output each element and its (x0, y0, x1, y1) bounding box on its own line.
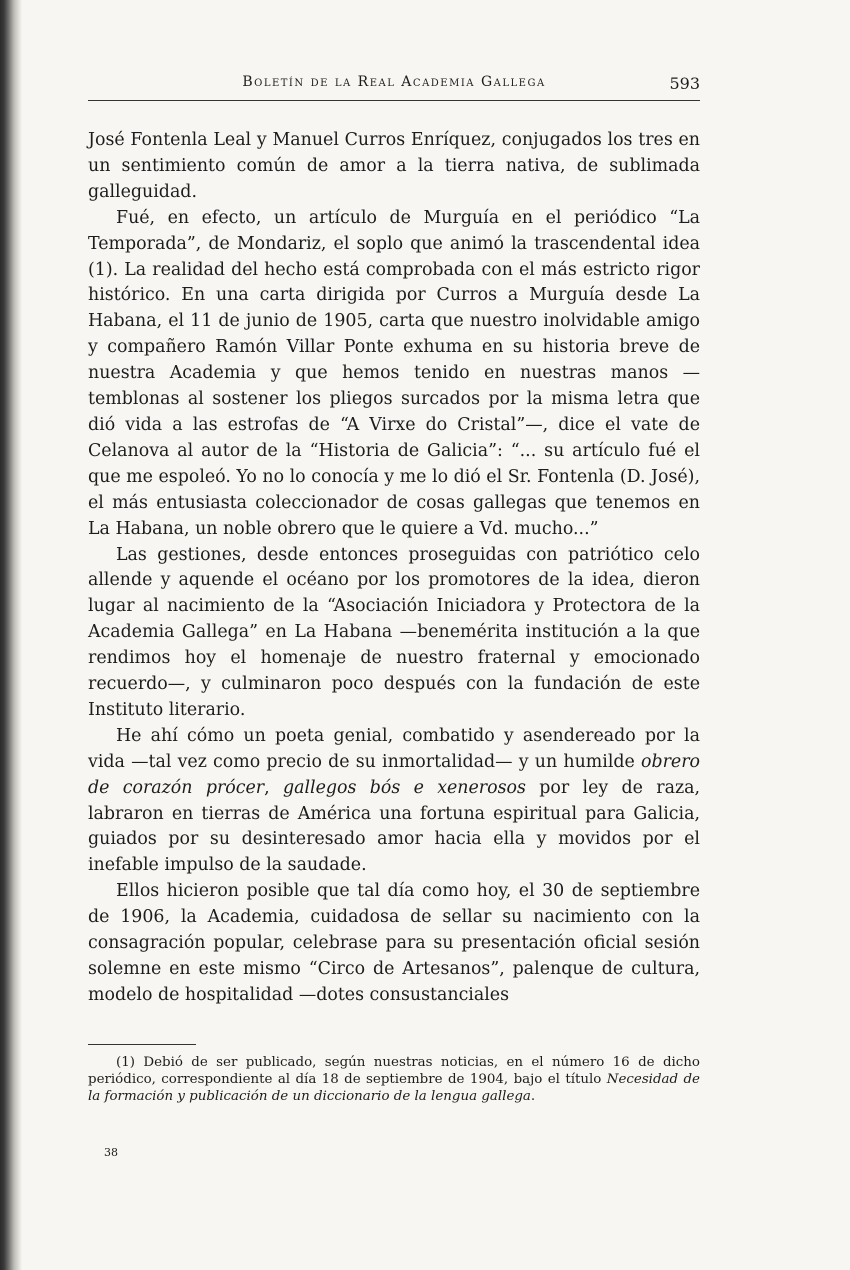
footnote-body: (1) Debió de ser publicado, según nuestras noticias, en el número 16 de dicho periódico, correspondiente al día 18 de septiembre de 1904, bajo el título (88, 1055, 700, 1087)
paragraph-4 (88, 724, 700, 879)
footnote-text (88, 1054, 700, 1105)
paragraph-2: Fué, en efecto, un artículo de Murguía en el periódico “La Temporada”, de Mondariz, el soplo que animó la trascendental idea (1). La realidad del hecho está comprobada con el más estricto rigor histórico. En una carta dirigida por Curros a Murguía desde La Habana, el 11 de junio de 1905, carta que nuestro inolvidable amigo y compañero Ramón Villar Ponte exhuma en su historia breve de nuestra Academia y que hemos tenido en nuestras manos —temblonas al sostener los pliegos surcados por la misma letra que dió vida a las estrofas de “A Virxe do Cristal”—, dice el vate de Celanova al autor de la “Historia de Galicia”: “... su artículo fué el que me espoleó. Yo no lo conocía y me lo dió el Sr. Fontenla (D. José), el más entusiasta coleccionador de cosas gallegas que tenemos en La Habana, un noble obrero que le quiere a Vd. mucho...” (88, 207, 700, 539)
paragraph-4-part-b: , (264, 777, 283, 798)
book-spine-shadow (0, 0, 22, 1270)
paragraph-5: Ellos hicieron posible que tal día como hoy, el 30 de septiembre de 1906, la Academia, cuidadosa de sellar su nacimiento con la consagración popular, celebrase para su presentación oficial sesión solemne en este mismo “Circo de Artesanos”, palenque de cultura, modelo de hospitalidad —dotes consustanciales (88, 881, 700, 1005)
paragraph-4-part-c: por ley de raza, labraron en tierras de América una fortuna espiritual para Galicia, guiados por su desinteresado amor hacia ella y movidos por el inefable impulso de la saudade. (88, 777, 701, 876)
footnote (88, 1054, 700, 1105)
paragraph-1: José Fontenla Leal y Manuel Curros Enríquez, conjugados los tres en un sentimiento común de amor a la tierra nativa, de sublimada galleguidad. (88, 130, 700, 202)
footnote-italic-title: Necesidad de la formación y publicación de un diccionario de la lengua gallega (88, 1072, 700, 1104)
footnote-divider (88, 1044, 196, 1045)
paragraph-3: Las gestiones, desde entonces proseguidas con patriótico celo allende y aquende el océano por los promotores de la idea, dieron lugar al nacimiento de la “Asociación Iniciadora y Protectora de la Academia Gallega” en La Habana —benemérita institución a la que rendimos hoy el homenaje de nuestro fraternal y emocionado recuerdo—, y culminaron poco después con la fundación de este Instituto literario. (88, 544, 700, 720)
footnote-end: . (530, 1089, 536, 1104)
printer-signature-mark: 38 (104, 1146, 118, 1159)
paragraph-4-italic-1: obrero de corazón prócer (88, 751, 700, 798)
page-number: 593 (669, 74, 700, 93)
main-text (88, 128, 700, 1009)
running-header (88, 70, 700, 101)
paragraph-4-part-a: He ahí cómo un poeta genial, combatido y asendereado por la vida —tal vez como precio de su inmortalidad— y un humilde (88, 725, 700, 772)
paragraph-4-italic-2: gallegos bós e xenerosos (282, 777, 526, 798)
journal-title: Boletín de la Real Academia Gallega (242, 74, 546, 90)
